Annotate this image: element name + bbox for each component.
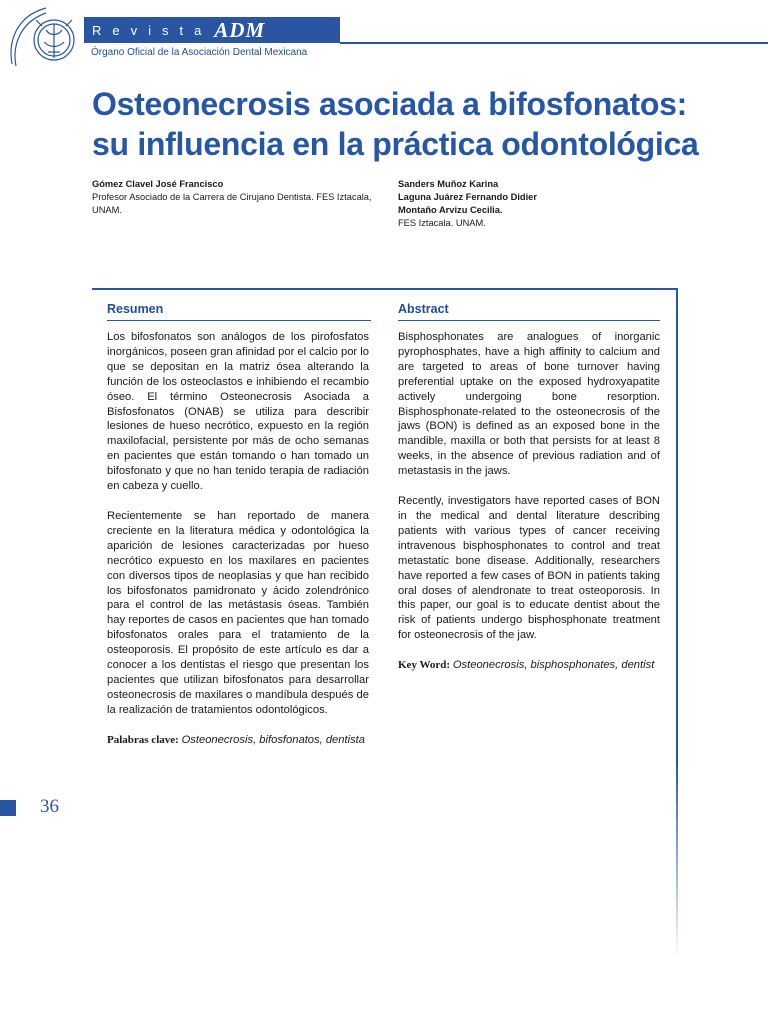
author-affiliation: FES Iztacala. UNAM. xyxy=(398,218,486,228)
page-number: 36 xyxy=(40,796,59,817)
resumen-heading-rule xyxy=(107,320,371,321)
author-name: Laguna Juárez Fernando Didier xyxy=(398,192,537,202)
adm-seal-logo xyxy=(6,2,86,74)
resumen-paragraph-1: Los bifosfonatos son análogos de los pirofosfatos inorgánicos, poseen gran afinidad por el calcio por lo que se depositan en la matriz ósea alterando la función de los osteoclastos e inhibiendo el recambio óseo. El término Osteonecrosis Asociada a Bisfosfonatos (ONAB) se utiliza para describir lesiones de hueso necrótico, expuesto en la región maxilofacial, persistente por más de ocho semanas en pacientes que están tomando o han tomado un bifosfonato y que no han tenido terapia de radiación en cabeza y cuello. xyxy=(107,331,369,493)
header-rule xyxy=(340,42,768,44)
keywords-label: Palabras clave xyxy=(107,733,176,746)
author-name: Sanders Muñoz Karina xyxy=(398,179,499,189)
resumen-paragraph-2: Recientemente se han reportado de manera creciente en la literatura médica y odontológica la aparición de lesiones caracterizadas por hueso necrótico expuesto en los maxilares en pacientes con diversos tipos de neoplasias y que han recibido los bifosfonatos pamidronato y ácido zolendrónico para el control de las metástasis óseas. También hay reportes de casos en pacientes que han tomado bifosfonatos orales para el tratamiento de la osteoporosis. El propósito de este artículo es dar a conocer a los dentistas el riesgo que presentan los pacientes que utilizan bifosfonatos para desarrollar osteonecrosis de maxilares o mandíbula después de la realización de tratamientos odontológicos. xyxy=(107,509,369,716)
abstract-heading: Abstract xyxy=(398,302,449,316)
abstract-paragraph-2: Recently, investigators have reported cases of BON in the medical and dental literature describing patients with various types of cancer receiving intravenous bisphosphonates to control and treat metastatic bone disease. Additionally, researchers have reported a few cases of BON in patients taking oral doses of alendronate to treat osteoporosis. In this paper, our goal is to educate dentist about the risk of patients undergo bisphosphonate treatment for osteonecrosis of the jaw. xyxy=(398,495,660,642)
keywords-text: Osteonecrosis, bisphosphonates, dentist xyxy=(452,659,655,672)
journal-subtitle: Órgano Oficial de la Asociación Dental Mexicana xyxy=(91,47,308,58)
page-marker xyxy=(0,800,16,816)
article-title xyxy=(92,84,752,164)
author-name: Gómez Clavel José Francisco xyxy=(92,179,224,189)
journal-header-band xyxy=(84,17,340,43)
author-affiliation: Profesor Asociado de la Carrera de Cirujano Dentista. FES Iztacala, UNAM. xyxy=(92,192,372,215)
journal-revista-label: Revista xyxy=(92,22,213,38)
keywords-text: Osteonecrosis, bifosfonatos, dentista xyxy=(181,733,366,746)
article-title-line-1: Osteonecrosis asociada a bifosfonatos: xyxy=(92,86,687,122)
abstract-paragraph-1: Bisphosphonates are analogues of inorganic pyrophosphates, have a high affinity to calcium and are targeted to areas of bone turnover having preferential uptake on the exposed hydroxyapatite actively undergoing bone resorption. Bisphosphonate-related to the osteonecrosis of the jaws (BON) is defined as an exposed bone in the mandible, maxilla or both that persists for at least 8 weeks, in the absence of previous radiation and of metastasis in the jaws. xyxy=(398,331,660,478)
journal-brand: ADM xyxy=(214,17,266,42)
abstract-box-top-rule xyxy=(92,288,678,290)
resumen-heading: Resumen xyxy=(107,302,164,316)
abstract-column xyxy=(398,330,660,673)
authors-left xyxy=(92,178,382,217)
keywords-label: Key Word xyxy=(398,659,447,672)
authors-right xyxy=(398,178,678,230)
article-title-line-2: su influencia en la práctica odontológica xyxy=(92,126,699,162)
abstract-box-right-rule xyxy=(676,288,678,960)
resumen-column xyxy=(107,330,369,748)
abstract-heading-rule xyxy=(398,320,660,321)
author-name: Montaño Arvizu Cecilia. xyxy=(398,205,503,215)
abstract-keywords: Key Word: Osteonecrosis, bisphosphonates, dentist xyxy=(398,659,655,672)
resumen-keywords: Palabras clave: Osteonecrosis, bifosfonatos, dentista xyxy=(107,733,366,746)
